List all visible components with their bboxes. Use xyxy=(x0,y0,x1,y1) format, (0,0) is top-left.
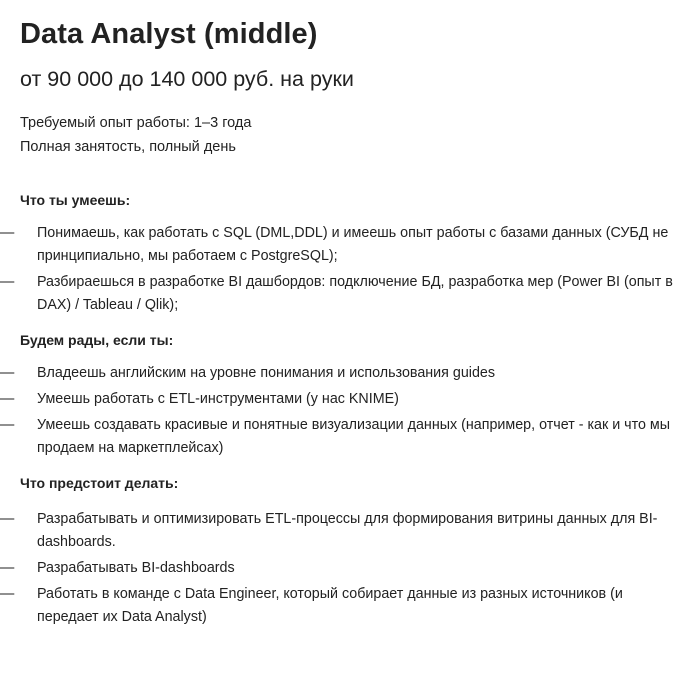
dash-marker: — xyxy=(0,511,15,527)
vacancy-title: Data Analyst (middle) xyxy=(20,18,318,50)
skills-heading: Что ты умеешь: xyxy=(20,192,131,208)
dash-marker: — xyxy=(0,560,15,576)
list-item xyxy=(0,583,680,629)
dash-marker: — xyxy=(0,274,15,290)
list-item-text: Умеешь работать с ETL-инструментами (у нас KNIME) xyxy=(37,391,399,407)
vacancy-salary: от 90 000 до 140 000 руб. на руки xyxy=(20,67,354,91)
list-item-text: Разрабатывать и оптимизировать ETL-процессы для формирования витрины данных для BI-dashboards. xyxy=(37,511,658,550)
dash-marker: — xyxy=(0,586,15,602)
nice-to-have-heading: Будем рады, если ты: xyxy=(20,332,174,348)
list-item xyxy=(0,508,680,554)
list-item xyxy=(0,362,680,385)
list-item-text: Работать в команде с Data Engineer, который собирает данные из разных источников (и передает их Data Analyst) xyxy=(37,586,623,625)
dash-marker: — xyxy=(0,225,15,241)
list-item-text: Понимаешь, как работать с SQL (DML,DDL) и имеешь опыт работы с базами данных (СУБД не принципиально, мы работаем с PostgreSQL); xyxy=(37,225,669,264)
list-item-text: Разрабатывать BI-dashboards xyxy=(37,560,235,576)
list-item-text: Разбираешься в разработке BI дашбордов: подключение БД, разработка мер (Power BI (опыт в DAX) / Tableau / Qlik); xyxy=(37,274,673,313)
list-item-text: Владеешь английским на уровне понимания и использования guides xyxy=(37,365,496,381)
skills-list xyxy=(0,222,680,317)
list-item xyxy=(0,271,680,317)
nice-to-have-list xyxy=(0,362,680,460)
dash-marker: — xyxy=(0,417,15,433)
list-item xyxy=(0,388,680,411)
dash-marker: — xyxy=(0,365,15,381)
experience-requirement: Требуемый опыт работы: 1–3 года xyxy=(20,115,252,131)
list-item xyxy=(0,414,680,460)
list-item-text: Умеешь создавать красивые и понятные визуализации данных (например, отчет - как и что мы продаем на маркетплейсах) xyxy=(37,417,671,456)
list-item xyxy=(0,557,680,580)
list-item xyxy=(0,222,680,268)
tasks-list xyxy=(0,508,680,629)
dash-marker: — xyxy=(0,391,15,407)
tasks-heading: Что предстоит делать: xyxy=(20,475,179,491)
employment-type: Полная занятость, полный день xyxy=(20,139,236,155)
